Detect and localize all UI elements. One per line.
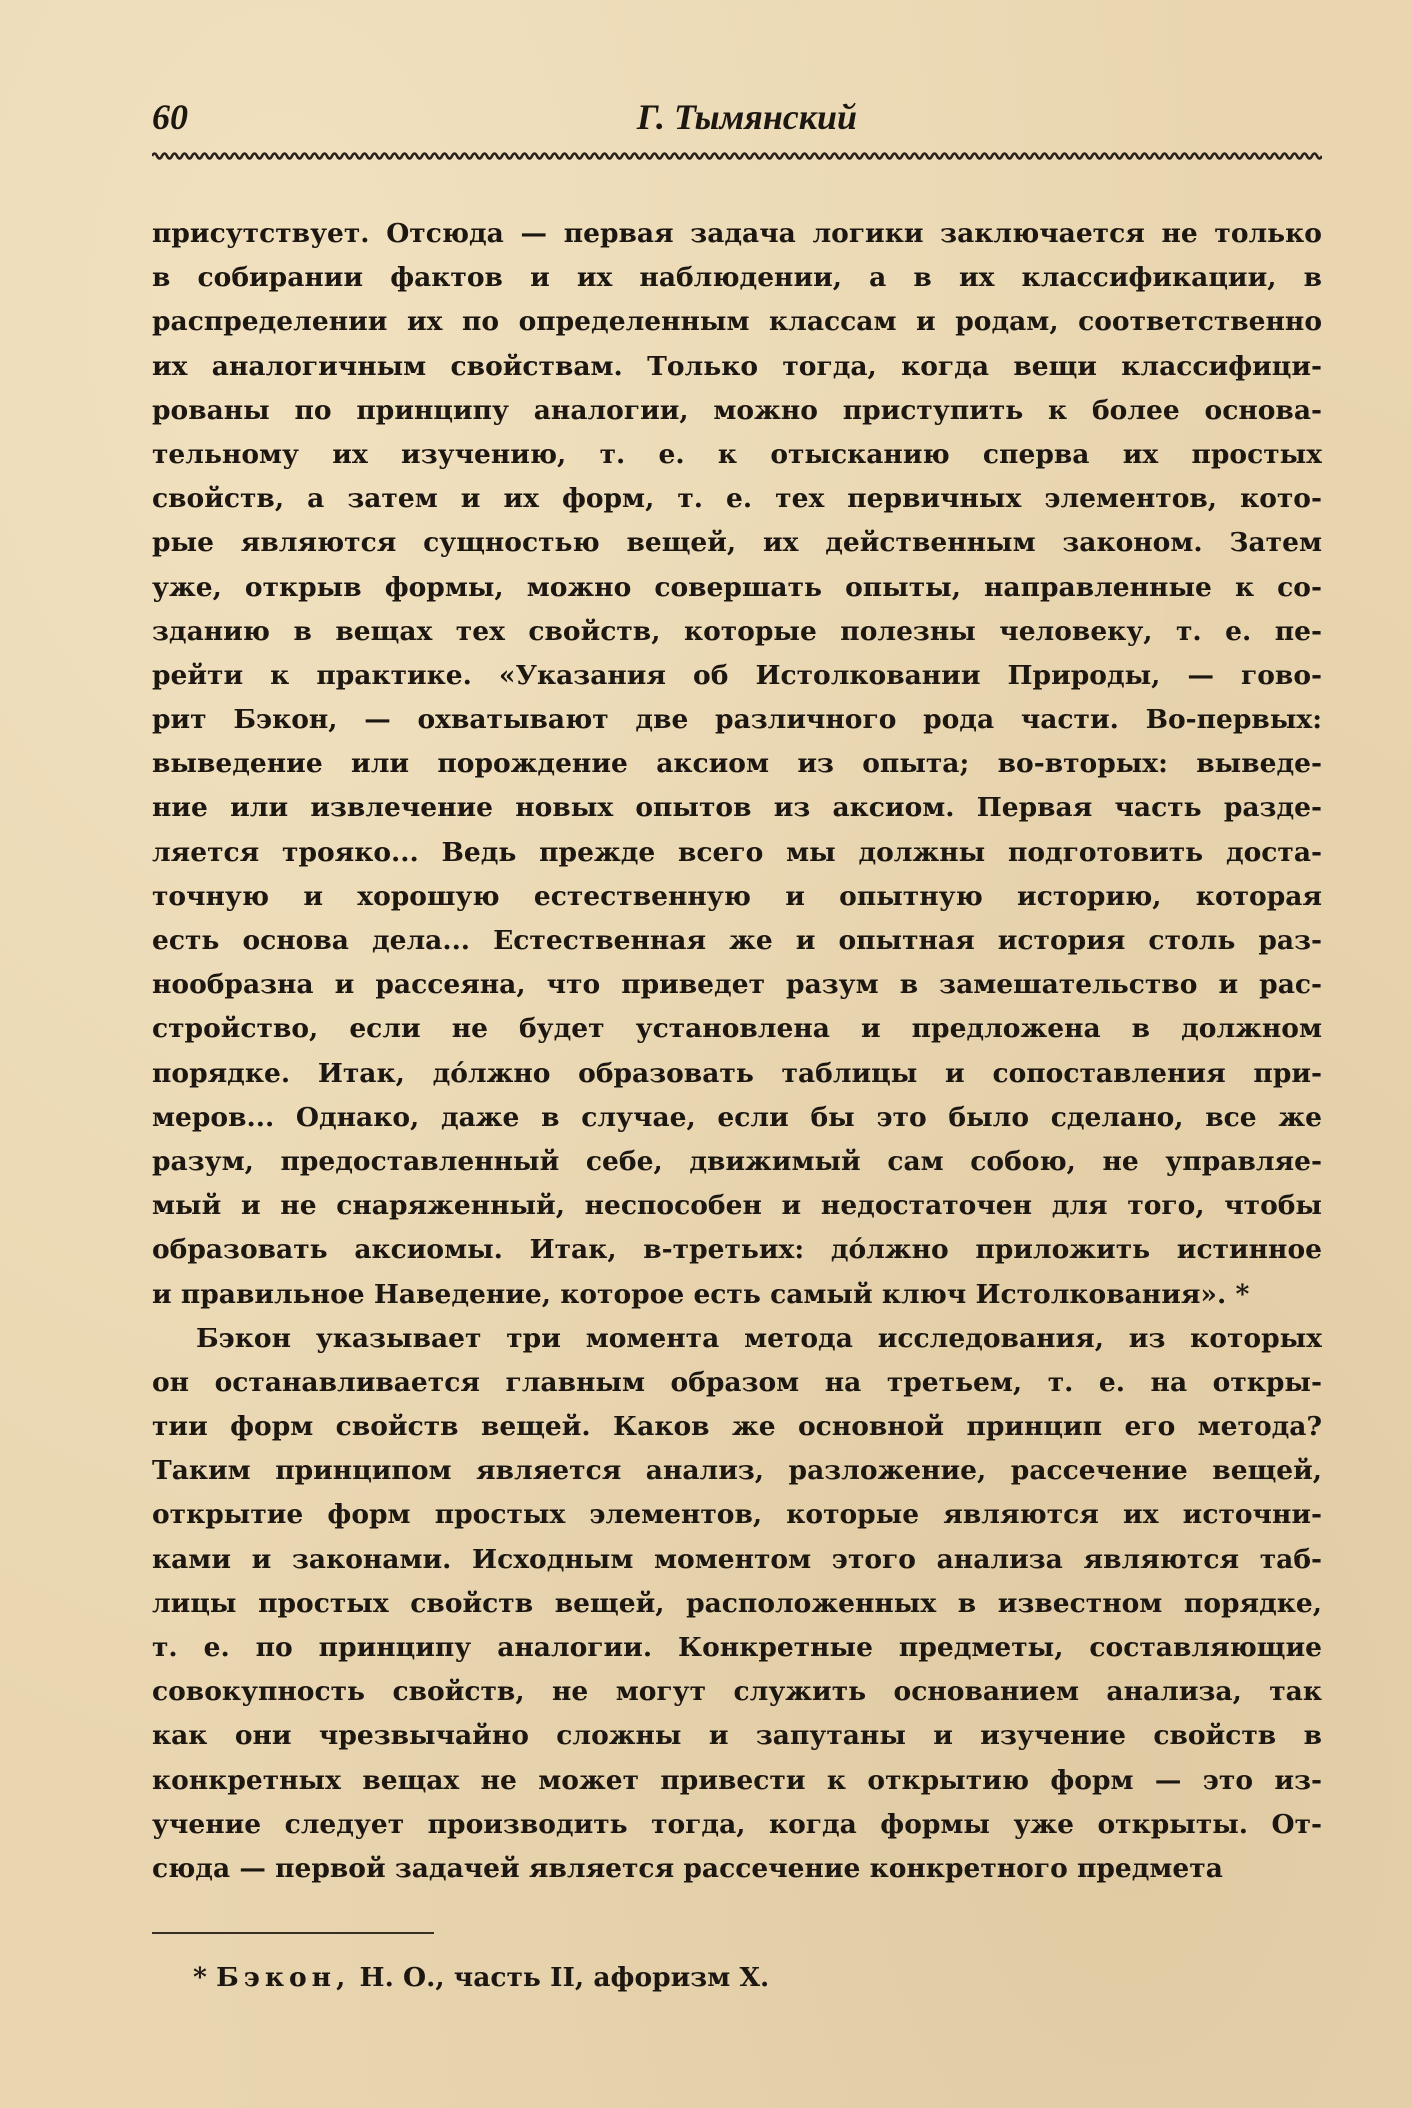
text-line: как они чрезвычайно сложны и запутаны и изучение свойств в: [152, 1720, 1322, 1752]
running-title: Г. Тымянский: [636, 97, 858, 137]
running-head: [152, 92, 1322, 142]
footnote-reference: Н. О., часть II, афоризм X.: [359, 1962, 770, 1993]
footnote-rule: [152, 1932, 434, 1934]
text-line: тельному их изучению, т. е. к отысканию сперва их простых: [152, 438, 1322, 470]
text-line: в собирании фактов и их наблюдении, а в их классификации, в: [152, 262, 1322, 294]
text-line: нообразна и рассеяна, что приведет разум в замешательство и рас-: [152, 969, 1322, 1001]
text-line: мый и не снаряженный, неспособен и недостаточен для того, чтобы: [152, 1190, 1322, 1222]
page-number: 60: [152, 97, 188, 137]
text-line: разум, предоставленный себе, движимый сам собою, не управляе-: [152, 1145, 1322, 1177]
ornamental-rule: [152, 150, 1322, 162]
footnote-marker: *: [193, 1962, 207, 1993]
text-line: стройство, если не будет установлена и предложена в должном: [152, 1013, 1322, 1045]
text-line: рованы по принципу аналогии, можно приступить к более основа-: [152, 394, 1322, 426]
text-line: ками и законами. Исходным моментом этого анализа являются таб-: [152, 1543, 1322, 1575]
text-line: Бэкон указывает три момента метода исследования, из которых: [196, 1322, 1322, 1354]
text-line: рые являются сущностью вещей, их действенным законом. Затем: [152, 527, 1322, 559]
text-line: учение следует производить тогда, когда формы уже открыты. От-: [152, 1808, 1322, 1840]
text-line: рит Бэкон, — охватывают две различного рода части. Во-первых:: [152, 704, 1322, 736]
footnote: [193, 1956, 769, 2000]
text-line: совокупность свойств, не могут служить основанием анализа, так: [152, 1676, 1322, 1708]
text-line: распределении их по определенным классам и родам, соответственно: [152, 306, 1322, 338]
text-line: порядке. Итак, дóлжно образовать таблицы и сопоставления при-: [152, 1057, 1322, 1089]
text-line: выведение или порождение аксиом из опыта; во-вторых: выведе-: [152, 748, 1322, 780]
text-line: свойств, а затем и их форм, т. е. тех первичных элементов, кото-: [152, 483, 1322, 515]
footnote-author: Бэкон,: [216, 1962, 351, 1993]
text-line: он останавливается главным образом на третьем, т. е. на откры-: [152, 1366, 1322, 1398]
text-line: зданию в вещах тех свойств, которые полезны человеку, т. е. пе-: [152, 615, 1322, 647]
text-line: уже, открыв формы, можно совершать опыты, направленные к со-: [152, 571, 1322, 603]
text-line: конкретных вещах не может привести к открытию форм — это из-: [152, 1764, 1322, 1796]
text-line: лицы простых свойств вещей, расположенных в известном порядке,: [152, 1587, 1322, 1619]
text-line: открытие форм простых элементов, которые являются их источни-: [152, 1499, 1322, 1531]
text-line: образовать аксиомы. Итак, в-третьих: дóлжно приложить истинное: [152, 1234, 1322, 1266]
text-line: присутствует. Отсюда — первая задача логики заключается не только: [152, 218, 1322, 249]
text-line: Таким принципом является анализ, разложение, рассечение вещей,: [152, 1455, 1322, 1487]
text-line: сюда — первой задачей является рассечение конкретного предмета: [152, 1852, 1223, 1884]
text-line: и правильное Наведение, которое есть самый ключ Истолкования». *: [152, 1278, 1250, 1310]
text-line: точную и хорошую естественную и опытную историю, которая: [152, 880, 1322, 912]
text-line: ляется трояко... Ведь прежде всего мы должны подготовить доста-: [152, 836, 1322, 868]
text-line: рейти к практике. «Указания об Истолковании Природы, — гово-: [152, 659, 1322, 691]
text-line: т. е. по принципу аналогии. Конкретные предметы, составляющие: [152, 1632, 1322, 1663]
body-text: [152, 212, 1322, 1891]
text-line: ние или извлечение новых опытов из аксиом. Первая часть разде-: [152, 792, 1322, 824]
text-line: их аналогичным свойствам. Только тогда, когда вещи классифици-: [152, 350, 1322, 382]
text-line: есть основа дела... Естественная же и опытная история столь раз-: [152, 925, 1322, 956]
text-line: тии форм свойств вещей. Каков же основной принцип его метода?: [152, 1411, 1322, 1443]
text-line: меров... Однако, даже в случае, если бы это было сделано, все же: [152, 1101, 1322, 1133]
